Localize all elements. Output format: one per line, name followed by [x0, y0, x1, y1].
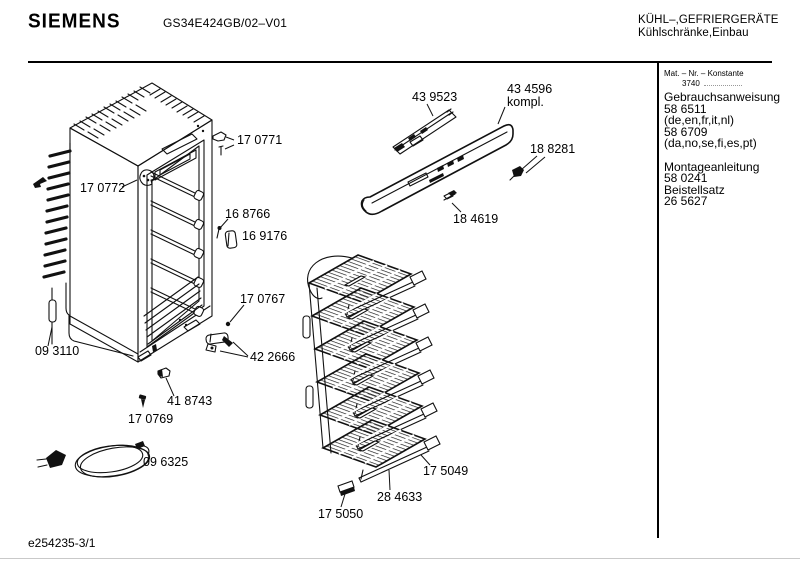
part-label-169176: 16 9176	[242, 229, 288, 243]
part-label-175049: 17 5049	[423, 464, 469, 478]
power-cord	[37, 441, 152, 482]
part-rail-cap-175050	[338, 481, 355, 496]
coil-clip	[33, 177, 47, 188]
part-label-188281: 18 8281	[530, 142, 576, 156]
part-label-168766: 16 8766	[225, 207, 271, 221]
control-panel-assembly	[362, 125, 514, 215]
info-line: (de,en,fr,it,nl)	[664, 113, 735, 128]
brand-logo: SIEMENS	[28, 10, 121, 33]
wire-clip	[306, 386, 313, 408]
document-number: e254235-3/1	[28, 536, 96, 550]
part-label-434596: 43 4596	[507, 82, 553, 96]
mat-nr-label: Mat. – Nr. – Konstante	[664, 69, 744, 78]
part-label-093110: 09 3110	[35, 344, 80, 358]
condenser-coil	[33, 143, 133, 356]
pcb-module-439523	[393, 109, 456, 154]
category-line-2: Kühlschränke,Einbau	[638, 27, 749, 39]
part-label-422666: 42 2666	[250, 350, 296, 364]
part-cover-169176	[225, 230, 237, 248]
info-line: Gebrauchsanweisung	[664, 90, 781, 104]
part-label-284633: 28 4633	[377, 490, 423, 504]
wire-clip	[303, 316, 310, 338]
part-label-439523: 43 9523	[412, 90, 458, 104]
part-hinge-170771	[213, 132, 226, 155]
model-number: GS34E424GB/02–V01	[163, 16, 288, 30]
part-label-418743: 41 8743	[167, 394, 213, 408]
part-label-170771: 17 0771	[237, 133, 283, 147]
shelf-stack	[303, 255, 440, 496]
info-line: Montageanleitung	[664, 159, 760, 174]
top-vent-grille	[74, 87, 204, 138]
interior-shelf-tubes	[151, 172, 204, 317]
part-label-175050: 17 5050	[318, 507, 364, 521]
part-labels	[35, 82, 575, 521]
part-pin-170767	[226, 322, 230, 326]
info-line: 58 6709	[664, 124, 708, 139]
cabinet-drawing	[70, 83, 212, 362]
part-clip-418743	[158, 368, 170, 378]
part-label-434596-suffix: kompl.	[507, 95, 544, 109]
part-label-170769: 17 0769	[128, 412, 174, 426]
ribbed-floor	[144, 277, 202, 344]
part-screw-170769	[139, 394, 147, 408]
part-hinge-assembly-422666	[206, 333, 233, 352]
mains-plug	[46, 450, 66, 468]
info-line: (da,no,se,fi,es,pt)	[664, 136, 757, 151]
part-label-096325: 09 6325	[143, 455, 189, 469]
info-line: 58 6511	[664, 101, 707, 116]
part-label-184619: 18 4619	[453, 212, 499, 226]
drier-filter	[49, 300, 56, 322]
info-line: Beistellsatz	[664, 182, 725, 197]
part-screw-188281	[510, 166, 524, 180]
mat-nr-value: 3740	[664, 78, 794, 88]
part-clip-184619	[444, 190, 457, 200]
info-line: 26 5627	[664, 194, 708, 209]
part-label-170767: 17 0767	[240, 292, 286, 306]
part-label-170772: 17 0772	[80, 181, 126, 195]
info-line: 58 0241	[664, 171, 708, 186]
category-line-1: KÜHL–,GEFRIERGERÄTE	[638, 14, 779, 26]
